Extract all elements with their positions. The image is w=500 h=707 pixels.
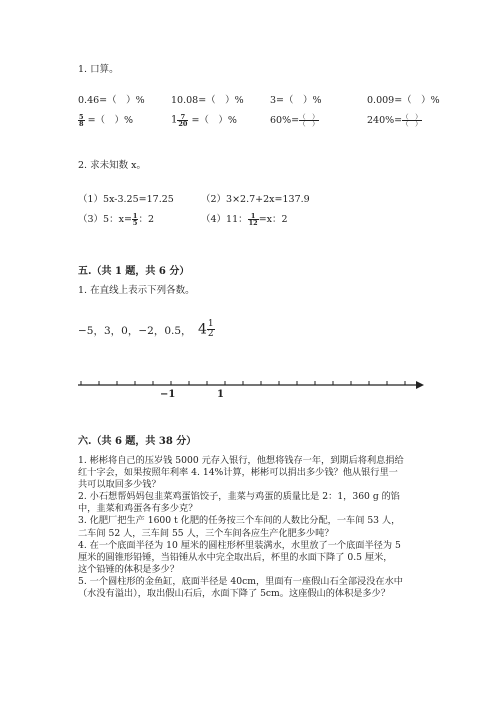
number-list: −5，3，0，−2，0.5， — [78, 325, 192, 337]
kousuan-item: $\frac{5}{8}$ =（ ）% — [79, 113, 134, 128]
equation-item: （4）11： $\frac{1}{12}$ =x：2 — [201, 212, 288, 227]
equation-item: （3）5：x= $\frac{1}{5}$ ：2 — [78, 212, 154, 227]
question-line: 厘米的圆锥形铅锤，当铅锤从水中完全取出后，杯里的水面下降了 0.5 厘米， — [78, 551, 393, 563]
axis-label-one: 1 — [217, 389, 224, 400]
question-line: 1. 彬彬将自己的压岁钱 5000 元存入银行，他想将钱存一年，到期后将利息捐给 — [78, 455, 404, 466]
question-line: 4. 在一个底面半径为 10 厘米的圆柱形杯里装满水，水里放了一个底面半径为 5 — [78, 539, 401, 551]
section5-question: 1. 在直线上表示下列各数。 — [78, 285, 195, 296]
section6-questions — [78, 455, 404, 600]
kousuan-item: 0.009=（ ）% — [367, 95, 440, 106]
fraction-blank: $\frac{( )}{( )}$ — [402, 113, 422, 128]
equation-item: （2）3×2.7+2x=137.9 — [201, 194, 310, 205]
fraction: $\frac{5}{8}$ — [79, 113, 84, 128]
question-line: 中，韭菜和鸡蛋各有多少克？ — [78, 503, 198, 515]
kousuan-item: 0.46=（ ）% — [78, 95, 145, 106]
kousuan-item: 3=（ ）% — [270, 95, 322, 106]
question-line: 3. 化肥厂把生产 1600 t 化肥的任务按三个车间的人数比分配，一车间 53 人， — [78, 515, 401, 527]
question-line: 二车间 52 人，三车间 55 人，三个车间各应生产化肥多少吨？ — [78, 527, 334, 539]
question-line: 共可以取回多少钱？ — [78, 479, 161, 491]
kousuan-title: 1. 口算。 — [78, 64, 119, 75]
unknown-title: 2. 求未知数 x。 — [78, 160, 146, 171]
question-line: 5. 一个圆柱形的金鱼缸，底面半径是 40cm，里面有一座假山石全部浸没在水中 — [78, 575, 403, 587]
kousuan-item: 60%= $\frac{( )}{( )}$ — [270, 113, 319, 128]
question-line: 这个铅锤的体积是多少？ — [78, 563, 180, 575]
fraction: $\frac{1}{5}$ — [132, 212, 138, 227]
kousuan-item: 10.08=（ ）% — [171, 95, 244, 106]
fraction: $\frac{1}{2}$ — [207, 319, 214, 339]
number-line — [70, 375, 430, 405]
mixed-number: 4 $\frac{1}{2}$ — [198, 319, 214, 339]
axis-label-minus-one: −1 — [160, 389, 176, 400]
section5-heading: 五.（共 1 题，共 6 分） — [78, 266, 190, 277]
fraction: $\frac{7}{20}$ — [178, 113, 188, 128]
kousuan-item: 240%= $\frac{( )}{( )}$ — [367, 113, 422, 128]
section6-heading: 六.（共 6 题，共 38 分） — [78, 436, 197, 447]
equation-item: （1）5x-3.25=17.25 — [78, 194, 174, 205]
fraction-blank: $\frac{( )}{( )}$ — [299, 113, 319, 128]
question-line: （水没有溢出），取出假山石后，水面下降了 5cm。这座假山的体积是多少？ — [78, 588, 391, 600]
question-line: 2. 小石想帮妈妈包韭菜鸡蛋馅饺子，韭菜与鸡蛋的质量比是 2：1，360 g 的馅 — [78, 491, 400, 503]
kousuan-item: 1 $\frac{7}{20}$ =（ ）% — [171, 113, 237, 128]
fraction: $\frac{1}{12}$ — [248, 212, 258, 227]
question-line: 红十字会，如果按照年利率 4. 14%计算，彬彬可以捐出多少钱？他从银行里一 — [78, 467, 398, 479]
